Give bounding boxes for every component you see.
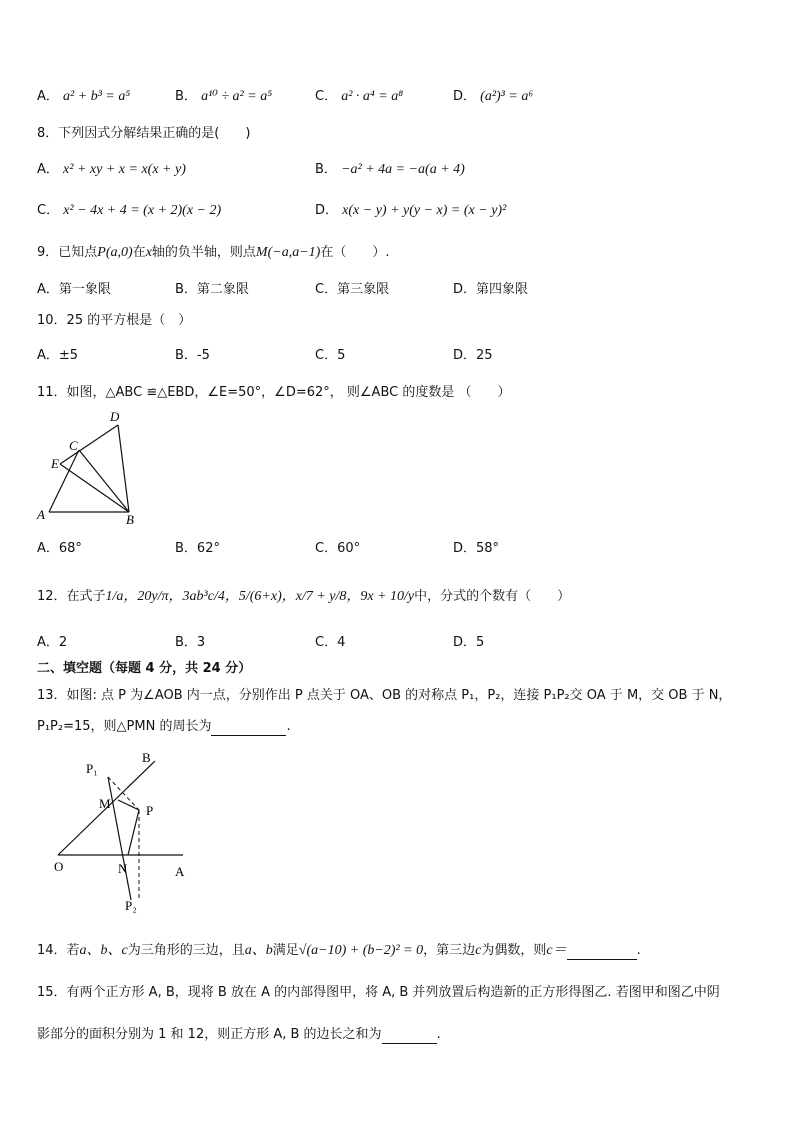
q9-option-d: D．第四象限 [453, 282, 529, 297]
q8-option-b: B． −a² + 4a = −a(a + 4) [315, 162, 465, 177]
q9-option-b: B．第二象限 [175, 282, 249, 297]
q13-label-n: N [118, 861, 128, 876]
q11-option-c: C．60° [315, 541, 361, 556]
q13-reflection-figure [45, 745, 195, 917]
q10-option-a: A．±5 [37, 348, 79, 363]
q13-label-b: B [142, 750, 151, 765]
q9-option-a: A．第一象限 [37, 282, 111, 297]
q7-option-a: A． a² + b³ = a⁵ [37, 89, 131, 104]
q13-label-m: M [99, 796, 111, 811]
q12-option-b: B．3 [175, 635, 206, 650]
q9-option-c: C．第三象限 [315, 282, 390, 297]
q14-stem: 14．若a、b、c为三角形的三边，且a、b满足√(a−10) + (b−2)² = 0，第三边c为偶数，则c＝ . [37, 943, 641, 958]
q13-label-p2: P₂ [125, 898, 137, 913]
q12-stem: 12．在式子1/a，20y/π，3ab³c/4，5/(6+x)，x/7 + y/8，9x + 10/y中，分式的个数有（ ） [37, 589, 571, 604]
q8-option-d: D． x(x − y) + y(y − x) = (x − y)² [315, 203, 507, 218]
q10-option-b: B．-5 [175, 348, 210, 363]
q13-answer-blank[interactable] [211, 723, 286, 736]
q11-label-d: D [110, 409, 120, 424]
q11-option-d: D．58° [453, 541, 500, 556]
q7-option-c: C． a² · a⁴ = a⁸ [315, 89, 404, 104]
q7-option-d: D． (a²)³ = a⁶ [453, 89, 534, 104]
q11-label-e: E [51, 456, 59, 471]
q12-option-c: C．4 [315, 635, 346, 650]
q7-option-b: B． a¹⁰ ÷ a² = a⁵ [175, 89, 273, 104]
q11-option-b: B．62° [175, 541, 220, 556]
q11-label-a: A [37, 507, 45, 522]
q11-label-c: C [69, 438, 78, 453]
q10-option-d: D．25 [453, 348, 493, 363]
q10-option-c: C．5 [315, 348, 346, 363]
q13-label-p: P [146, 803, 154, 818]
q8-option-c: C． x² − 4x + 4 = (x + 2)(x − 2) [37, 203, 222, 218]
q13-label-a: A [175, 864, 185, 879]
q13-label-p1: P₁ [86, 761, 98, 776]
q8-option-a: A． x² + xy + x = x(x + y) [37, 162, 186, 177]
q14-answer-blank[interactable] [567, 947, 637, 960]
q11-option-a: A．68° [37, 541, 82, 556]
q11-stem: 11．如图，△ABC ≌△EBD，∠E=50°，∠D=62°， 则∠ABC 的度数是 （ ） [37, 385, 511, 400]
q11-label-b: B [126, 512, 134, 527]
q15-stem-line1: 15．有两个正方形 A, B，现将 B 放在 A 的内部得图甲，将 A, B 并列放置后构造新的正方形得图乙. 若图甲和图乙中阴 [37, 985, 720, 1000]
q13-stem-line1: 13．如图: 点 P 为∠AOB 内一点，分别作出 P 点关于 OA、OB 的对称点 P₁，P₂，连接 P₁P₂交 OA 于 M，交 OB 于 N， [37, 688, 732, 703]
q15-answer-blank[interactable] [382, 1031, 437, 1044]
q11-triangle-figure [30, 405, 150, 530]
q15-stem-line2: 影部分的面积分别为 1 和 12，则正方形 A, B 的边长之和为 . [37, 1027, 441, 1042]
q12-option-d: D．5 [453, 635, 485, 650]
section-title: 二、填空题（每题 4 分，共 24 分） [37, 661, 252, 676]
q9-stem: 9．已知点P(a,0)在x轴的负半轴，则点M(−a,a−1)在（ ）. [37, 245, 390, 260]
q13-label-o: O [54, 859, 64, 874]
q10-stem: 10．25 的平方根是（ ） [37, 313, 192, 328]
q8-stem: 8．下列因式分解结果正确的是( ) [37, 126, 251, 141]
q13-stem-line2: P₁P₂=15，则△PMN 的周长为 . [37, 719, 291, 734]
q12-option-a: A．2 [37, 635, 68, 650]
